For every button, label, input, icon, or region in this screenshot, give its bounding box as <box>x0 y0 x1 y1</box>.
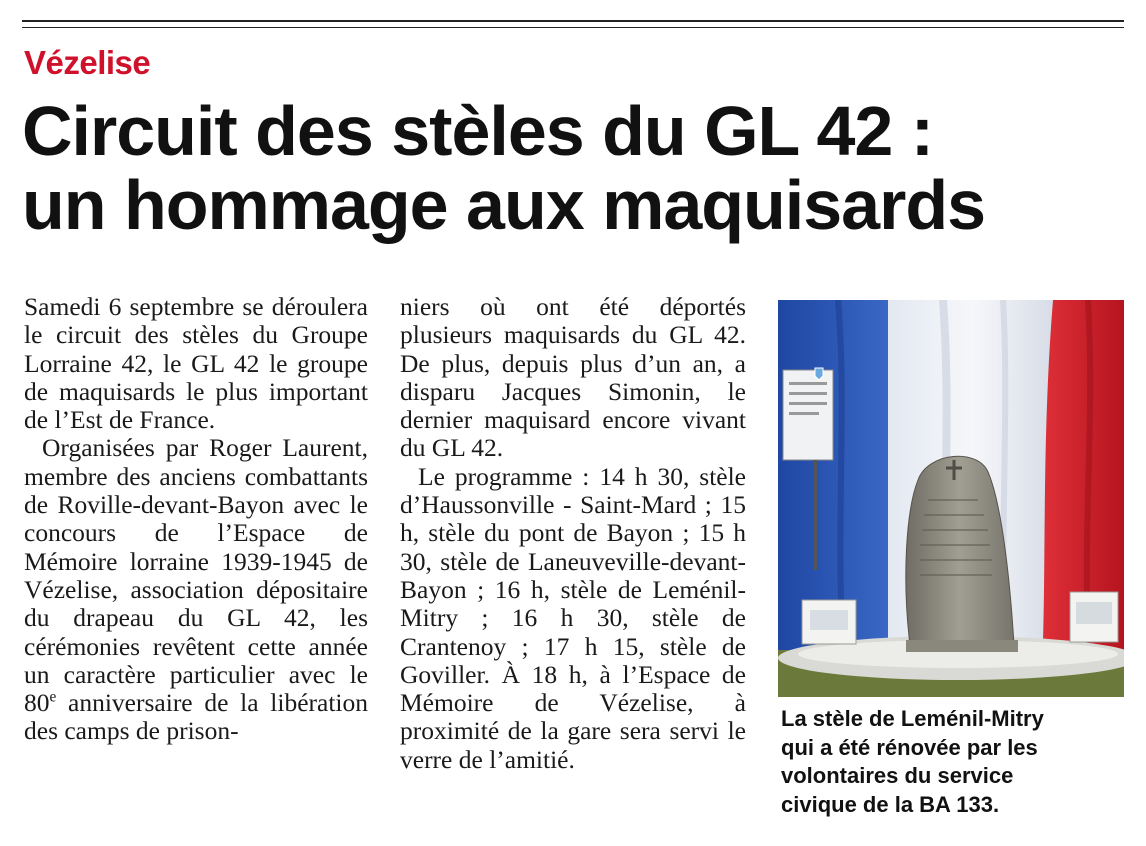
programme-paragraph: Le programme : 14 h 30, stèle d’Haussonville - Saint-Mard ; 15 h, stèle du pont de Bayon ; 15 h 30, stèle de Laneuveville-devant-Bayon ; 16 h, stèle de Leménil-Mitry ; 16 h 30, stèle de Crantenoy ; 17 h 15, stèle de Goviller. À 18 h, à l’Espace de Mémoire de Vézelise, à proximité de la gare sera servi le verre de l’amitié. <box>400 461 746 774</box>
stele-photo <box>778 300 1124 697</box>
caption-line-1: La stèle de Leménil-Mitry <box>781 706 1044 731</box>
paragraph-1: Samedi 6 septembre se déroulera le circuit des stèles du Groupe Lorraine 42, le GL 42 le groupe de maquisards le plus important de l’Est de France. <box>24 292 368 435</box>
caption-line-3: volontaires du service <box>781 763 1014 788</box>
section-kicker: Vézelise <box>24 44 151 81</box>
stele-photo-image <box>778 300 1124 697</box>
caption-line-4: civique de la BA 133. <box>781 791 1000 817</box>
top-rule <box>22 20 1124 22</box>
photo-caption <box>781 705 1123 819</box>
caption-line-2: qui a été rénovée par les <box>781 734 1038 760</box>
paragraph-2-end: anniversaire de la libération des camps de prison- <box>24 688 368 746</box>
paragraph-3: niers où ont été déportés plusieurs maquisards du GL 42. De plus, depuis plus d’un an, a disparu Jacques Simonin, le dernier maquisard encore vivant du GL 42. <box>400 292 746 463</box>
article-column-2 <box>400 293 746 774</box>
paragraph-2-start: Organisées par Roger Laurent, membre des anciens combattants de Roville-devant-Bayon avec le concours de l’Espace de Mémoire lorraine 1939-1945 de Vézelise, association dépositaire du drapeau du GL 42, les cérémonies revêtent cette année un caractère particulier avec le 80 <box>24 433 368 718</box>
headline-line-2: un hommage aux maquisards <box>22 166 986 244</box>
headline-line-1: Circuit des stèles du GL 42 : <box>22 92 934 170</box>
article-column-1 <box>24 293 368 746</box>
top-rule-thin <box>22 27 1124 28</box>
ordinal-suffix: e <box>49 688 57 706</box>
headline <box>22 94 1122 242</box>
paragraph-2 <box>24 434 368 745</box>
